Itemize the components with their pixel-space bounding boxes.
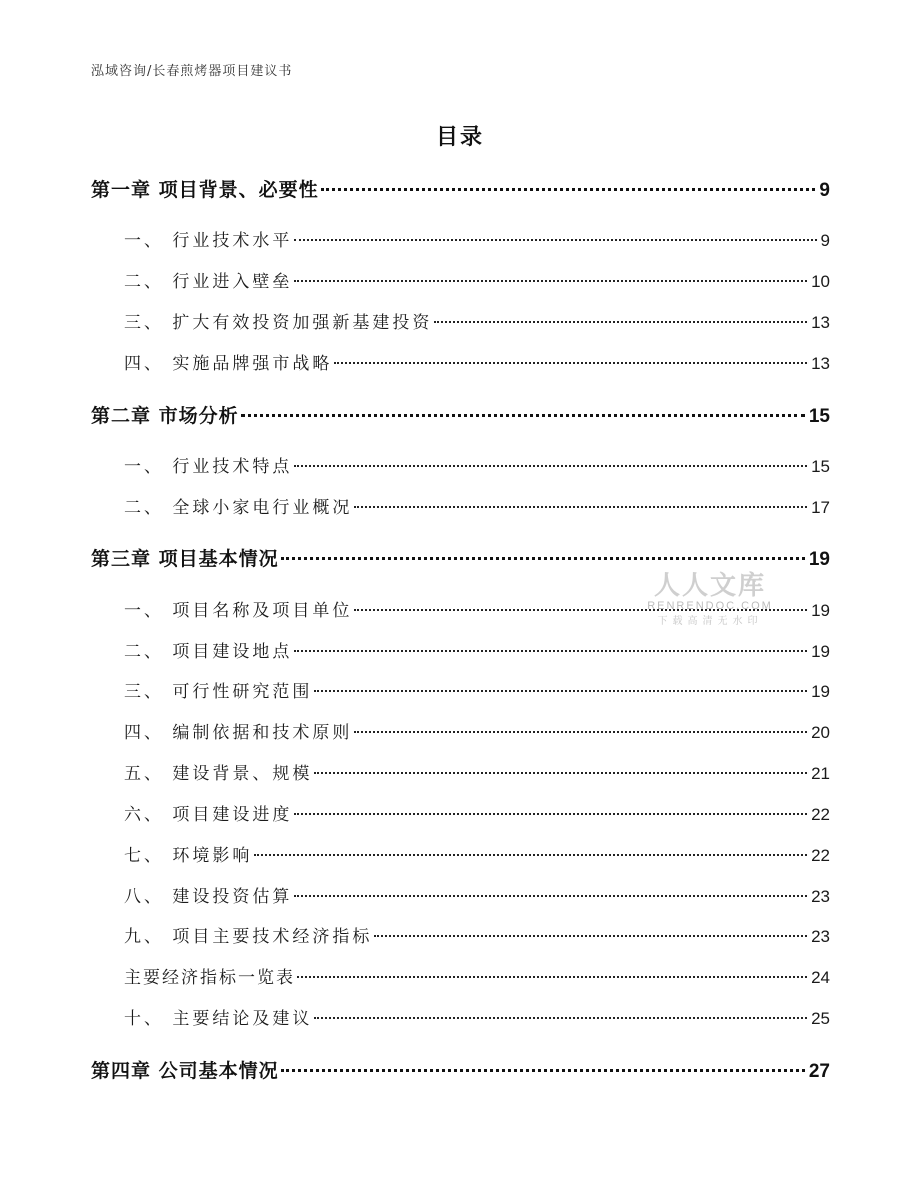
dot-leader bbox=[241, 414, 805, 417]
toc-entry-label: 第三章 项目基本情况 bbox=[91, 548, 279, 570]
toc-section-entry[interactable] bbox=[91, 349, 830, 374]
dot-leader bbox=[354, 731, 807, 733]
toc-entry-label: 六、 项目建设进度 bbox=[124, 805, 293, 825]
toc-entry-label: 二、 项目建设地点 bbox=[124, 642, 293, 662]
toc-chapter-entry[interactable] bbox=[91, 175, 830, 202]
toc-entry-label: 十、 主要结论及建议 bbox=[124, 1009, 313, 1029]
toc-entry-label: 三、 可行性研究范围 bbox=[124, 682, 313, 702]
toc-entry-page-number: 19 bbox=[811, 642, 830, 661]
toc-section-entry[interactable] bbox=[91, 963, 830, 988]
toc-chapter-entry[interactable] bbox=[91, 1056, 830, 1083]
toc-chapter-entry[interactable] bbox=[91, 544, 830, 571]
toc-chapter-entry[interactable] bbox=[91, 401, 830, 428]
toc-entry-page-number: 22 bbox=[811, 846, 830, 865]
toc-section-entry[interactable] bbox=[91, 922, 830, 947]
toc-entry-label: 四、 编制依据和技术原则 bbox=[124, 723, 353, 743]
watermark-url: RENRENDOC.COM bbox=[647, 600, 773, 612]
toc-entry-page-number: 15 bbox=[811, 457, 830, 476]
toc-entry-page-number: 9 bbox=[820, 231, 830, 250]
toc-entry-page-number: 15 bbox=[808, 406, 830, 427]
dot-leader bbox=[354, 506, 807, 508]
toc-entry-label: 九、 项目主要技术经济指标 bbox=[124, 927, 373, 947]
toc-section-entry[interactable] bbox=[91, 759, 830, 784]
toc-section-entry[interactable] bbox=[91, 718, 830, 743]
toc-entry-page-number: 17 bbox=[811, 498, 830, 517]
toc-entry-label: 四、 实施品牌强市战略 bbox=[124, 354, 333, 374]
toc-entry-label: 第一章 项目背景、必要性 bbox=[91, 179, 319, 201]
dot-leader bbox=[294, 813, 807, 815]
running-header: 泓域咨询/长春煎烤器项目建议书 bbox=[91, 64, 293, 79]
dot-leader bbox=[254, 854, 807, 856]
dot-leader bbox=[297, 976, 807, 978]
toc-section-entry[interactable] bbox=[91, 308, 830, 333]
toc-entry-label: 七、 环境影响 bbox=[124, 846, 253, 866]
dot-leader bbox=[334, 362, 807, 364]
toc-entry-label: 二、 全球小家电行业概况 bbox=[124, 498, 353, 518]
toc-entry-page-number: 23 bbox=[811, 927, 830, 946]
toc-entry-label: 主要经济指标一览表 bbox=[124, 968, 295, 988]
toc-entry-label: 第四章 公司基本情况 bbox=[91, 1060, 279, 1082]
toc-entry-page-number: 21 bbox=[811, 764, 830, 783]
header-rule bbox=[91, 84, 829, 85]
dot-leader bbox=[374, 935, 807, 937]
toc-entry-label: 八、 建设投资估算 bbox=[124, 887, 293, 907]
toc-section-entry[interactable] bbox=[91, 677, 830, 702]
toc-section-entry[interactable] bbox=[91, 882, 830, 907]
toc-section-entry[interactable] bbox=[91, 637, 830, 662]
watermark-logo-text: 人人文库 bbox=[653, 571, 766, 601]
toc-section-entry[interactable] bbox=[91, 267, 830, 292]
dot-leader bbox=[294, 895, 807, 897]
toc-entry-page-number: 25 bbox=[811, 1009, 830, 1028]
toc-section-entry[interactable] bbox=[91, 596, 830, 621]
toc-entry-page-number: 19 bbox=[808, 549, 830, 570]
toc-entry-page-number: 13 bbox=[811, 354, 830, 373]
toc-section-entry[interactable] bbox=[91, 841, 830, 866]
toc-entry-label: 三、 扩大有效投资加强新基建投资 bbox=[124, 313, 433, 333]
dot-leader bbox=[294, 465, 807, 467]
dot-leader bbox=[294, 280, 807, 282]
toc-entry-label: 二、 行业进入壁垒 bbox=[124, 272, 293, 292]
dot-leader bbox=[294, 650, 807, 652]
toc-section-entry[interactable] bbox=[91, 800, 830, 825]
toc-entry-page-number: 10 bbox=[811, 272, 830, 291]
dot-leader bbox=[321, 188, 816, 191]
dot-leader bbox=[354, 609, 807, 611]
toc-section-entry[interactable] bbox=[91, 226, 830, 251]
dot-leader bbox=[314, 1017, 807, 1019]
toc-entry-label: 五、 建设背景、规模 bbox=[124, 764, 313, 784]
toc-entry-page-number: 9 bbox=[819, 180, 830, 201]
toc-section-entry[interactable] bbox=[91, 452, 830, 477]
toc-entry-page-number: 19 bbox=[811, 682, 830, 701]
dot-leader bbox=[434, 321, 807, 323]
toc-entry-page-number: 19 bbox=[811, 601, 830, 620]
toc-entry-page-number: 23 bbox=[811, 887, 830, 906]
toc-section-entry[interactable] bbox=[91, 1004, 830, 1029]
dot-leader bbox=[281, 1069, 805, 1072]
toc-section-entry[interactable] bbox=[91, 493, 830, 518]
toc-entry-page-number: 24 bbox=[811, 968, 830, 987]
dot-leader bbox=[314, 690, 807, 692]
dot-leader bbox=[294, 239, 816, 241]
toc-entry-label: 一、 行业技术特点 bbox=[124, 457, 293, 477]
toc-entry-page-number: 13 bbox=[811, 313, 830, 332]
toc-entry-label: 一、 项目名称及项目单位 bbox=[124, 601, 353, 621]
toc-entry-page-number: 27 bbox=[808, 1061, 830, 1082]
toc-entry-page-number: 20 bbox=[811, 723, 830, 742]
dot-leader bbox=[281, 557, 805, 560]
toc-entry-page-number: 22 bbox=[811, 805, 830, 824]
dot-leader bbox=[314, 772, 807, 774]
toc-entry-label: 第二章 市场分析 bbox=[91, 405, 239, 427]
watermark-tagline: 下载高清无水印 bbox=[657, 616, 763, 627]
toc-entry-label: 一、 行业技术水平 bbox=[124, 231, 293, 251]
toc-title: 目录 bbox=[435, 125, 484, 150]
